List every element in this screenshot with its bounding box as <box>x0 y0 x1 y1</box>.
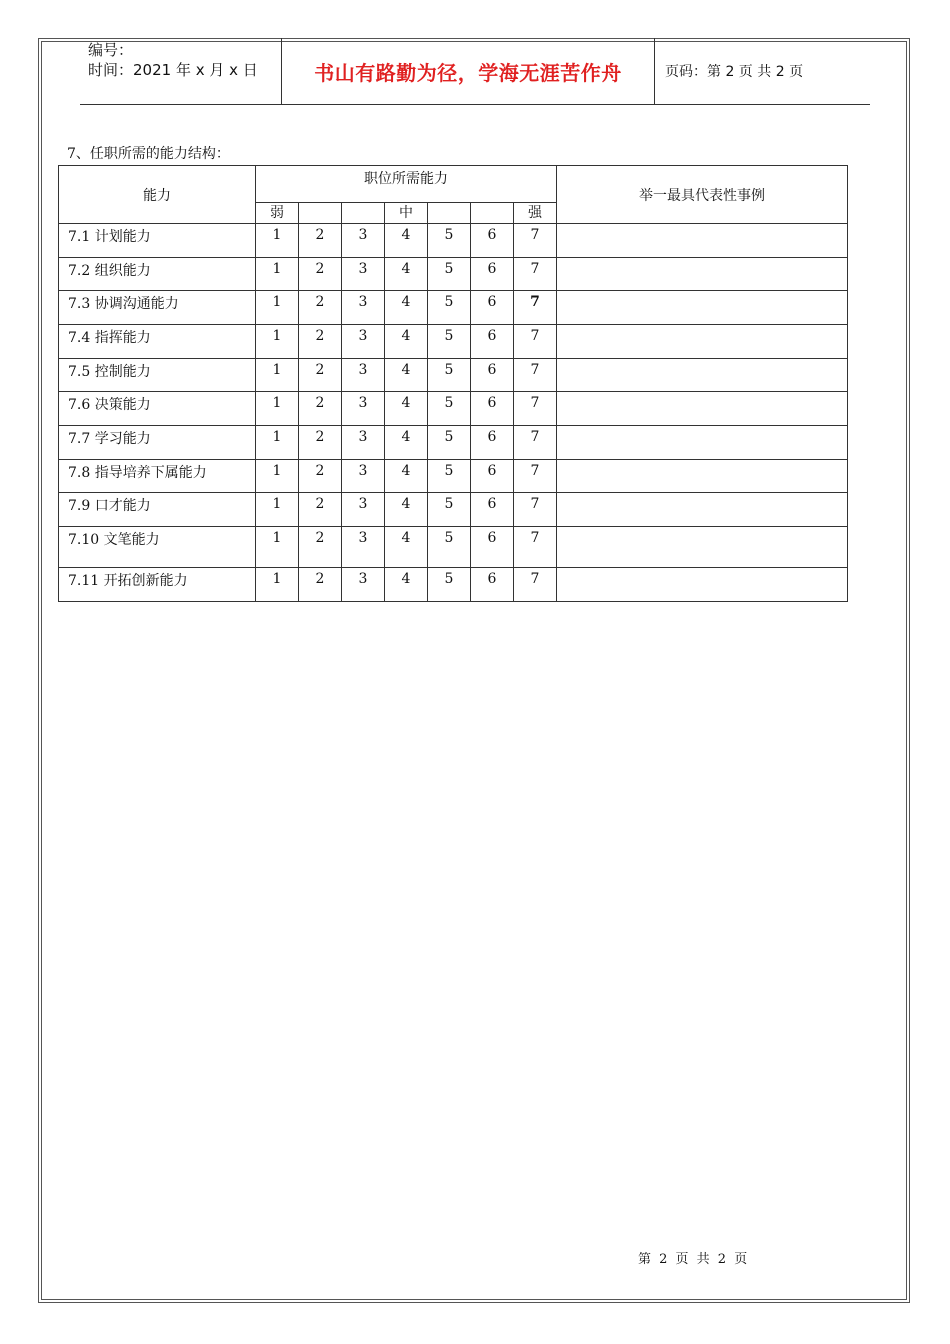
rating-cell[interactable]: 4 <box>385 392 428 426</box>
rating-cell[interactable]: 2 <box>299 359 342 392</box>
rating-cell[interactable]: 7 <box>514 325 557 359</box>
motto-text: 书山有路勤为径，学海无涯苦作舟 <box>314 60 622 85</box>
ability-name: 7.4 指挥能力 <box>59 325 256 359</box>
rating-cell[interactable]: 2 <box>299 325 342 359</box>
rating-cell[interactable]: 5 <box>428 258 471 291</box>
rating-cell[interactable]: 7 <box>514 568 557 602</box>
rating-cell[interactable]: 2 <box>299 426 342 460</box>
example-cell[interactable] <box>557 568 848 602</box>
rating-cell[interactable]: 2 <box>299 392 342 426</box>
table-row <box>59 291 848 325</box>
rating-cell[interactable]: 5 <box>428 325 471 359</box>
rating-cell[interactable]: 7 <box>514 359 557 392</box>
scale-label <box>299 203 342 224</box>
rating-cell[interactable]: 1 <box>256 224 299 258</box>
page-footer: 第 2 页 共 2 页 <box>638 1252 750 1267</box>
scale-label: 弱 <box>256 203 299 224</box>
table-row <box>59 426 848 460</box>
rating-cell[interactable]: 2 <box>299 527 342 568</box>
rating-cell[interactable]: 1 <box>256 359 299 392</box>
rating-cell[interactable]: 1 <box>256 392 299 426</box>
rating-cell[interactable]: 5 <box>428 426 471 460</box>
rating-cell[interactable]: 2 <box>299 460 342 493</box>
table-row <box>59 258 848 291</box>
example-cell[interactable] <box>557 460 848 493</box>
rating-cell[interactable]: 1 <box>256 258 299 291</box>
rating-cell[interactable]: 6 <box>471 224 514 258</box>
rating-cell[interactable]: 4 <box>385 224 428 258</box>
rating-cell[interactable]: 7 <box>514 258 557 291</box>
time-label: 时间：2021 年 x 月 x 日 <box>88 61 258 79</box>
rating-cell[interactable]: 6 <box>471 493 514 527</box>
rating-cell[interactable]: 5 <box>428 568 471 602</box>
example-cell[interactable] <box>557 493 848 527</box>
rating-cell[interactable]: 7 <box>514 527 557 568</box>
rating-cell[interactable]: 3 <box>342 392 385 426</box>
header-example: 举一最具代表性事例 <box>557 166 848 224</box>
scale-label <box>428 203 471 224</box>
scale-label: 强 <box>514 203 557 224</box>
rating-cell[interactable]: 2 <box>299 224 342 258</box>
ability-name: 7.9 口才能力 <box>59 493 256 527</box>
number-label: 编号： <box>88 41 134 59</box>
rating-cell[interactable]: 3 <box>342 568 385 602</box>
header-meta <box>80 38 281 104</box>
header-ability: 能力 <box>59 166 256 224</box>
rating-cell[interactable]: 6 <box>471 359 514 392</box>
rating-cell[interactable]: 6 <box>471 392 514 426</box>
ability-name: 7.7 学习能力 <box>59 426 256 460</box>
rating-cell[interactable]: 6 <box>471 568 514 602</box>
table-row <box>59 392 848 426</box>
rating-cell[interactable]: 4 <box>385 291 428 325</box>
scale-label: 中 <box>385 203 428 224</box>
rating-cell[interactable]: 6 <box>471 426 514 460</box>
table-row <box>59 359 848 392</box>
rating-cell[interactable]: 2 <box>299 568 342 602</box>
rating-cell[interactable]: 1 <box>256 568 299 602</box>
ability-table <box>58 165 848 602</box>
ability-name: 7.1 计划能力 <box>59 224 256 258</box>
rating-cell[interactable]: 3 <box>342 426 385 460</box>
rating-cell[interactable]: 1 <box>256 527 299 568</box>
rating-cell[interactable]: 7 <box>514 493 557 527</box>
rating-cell[interactable]: 1 <box>256 460 299 493</box>
scale-label <box>342 203 385 224</box>
rating-cell[interactable]: 5 <box>428 493 471 527</box>
ability-name: 7.8 指导培养下属能力 <box>59 460 256 493</box>
rating-cell[interactable]: 3 <box>342 224 385 258</box>
rating-cell[interactable]: 7 <box>514 460 557 493</box>
rating-cell[interactable]: 5 <box>428 291 471 325</box>
page-info-text: 页码：第 2 页 共 2 页 <box>665 64 804 80</box>
rating-cell[interactable]: 6 <box>471 527 514 568</box>
header-motto-cell <box>281 38 655 104</box>
table-row <box>59 527 848 568</box>
rating-cell[interactable]: 6 <box>471 325 514 359</box>
rating-cell[interactable]: 4 <box>385 258 428 291</box>
rating-cell[interactable]: 3 <box>342 460 385 493</box>
rating-cell[interactable]: 5 <box>428 224 471 258</box>
rating-cell[interactable]: 1 <box>256 493 299 527</box>
rating-cell[interactable]: 1 <box>256 325 299 359</box>
table-row <box>59 460 848 493</box>
table-row <box>59 568 848 602</box>
rating-cell[interactable]: 7 <box>514 291 557 325</box>
example-cell[interactable] <box>557 426 848 460</box>
rating-cell[interactable]: 6 <box>471 291 514 325</box>
example-cell[interactable] <box>557 359 848 392</box>
table-row <box>59 325 848 359</box>
rating-cell[interactable]: 3 <box>342 359 385 392</box>
rating-cell[interactable]: 5 <box>428 359 471 392</box>
header-required-ability: 职位所需能力 <box>256 166 557 203</box>
section-title: 7、任职所需的能力结构： <box>67 146 230 162</box>
rating-cell[interactable]: 1 <box>256 291 299 325</box>
rating-cell[interactable]: 4 <box>385 359 428 392</box>
rating-cell[interactable]: 5 <box>428 460 471 493</box>
rating-cell[interactable]: 2 <box>299 291 342 325</box>
example-cell[interactable] <box>557 258 848 291</box>
rating-cell[interactable]: 3 <box>342 493 385 527</box>
rating-cell[interactable]: 3 <box>342 325 385 359</box>
document-header <box>80 38 870 105</box>
rating-cell[interactable]: 7 <box>514 224 557 258</box>
example-cell[interactable] <box>557 291 848 325</box>
rating-cell[interactable]: 6 <box>471 258 514 291</box>
rating-cell[interactable]: 2 <box>299 258 342 291</box>
rating-cell[interactable]: 3 <box>342 291 385 325</box>
rating-cell[interactable]: 1 <box>256 426 299 460</box>
rating-cell[interactable]: 5 <box>428 392 471 426</box>
rating-cell[interactable]: 5 <box>428 527 471 568</box>
table-row <box>59 224 848 258</box>
ability-name: 7.3 协调沟通能力 <box>59 291 256 325</box>
scale-label <box>471 203 514 224</box>
header-page-info <box>655 38 870 104</box>
rating-cell[interactable]: 4 <box>385 460 428 493</box>
rating-cell[interactable]: 4 <box>385 493 428 527</box>
ability-name: 7.5 控制能力 <box>59 359 256 392</box>
ability-name: 7.10 文笔能力 <box>59 527 256 568</box>
rating-cell[interactable]: 3 <box>342 527 385 568</box>
ability-name: 7.6 决策能力 <box>59 392 256 426</box>
ability-name: 7.11 开拓创新能力 <box>59 568 256 602</box>
rating-cell[interactable]: 4 <box>385 568 428 602</box>
example-cell[interactable] <box>557 392 848 426</box>
rating-cell[interactable]: 6 <box>471 460 514 493</box>
rating-cell[interactable]: 4 <box>385 325 428 359</box>
rating-cell[interactable]: 2 <box>299 493 342 527</box>
example-cell[interactable] <box>557 224 848 258</box>
rating-cell[interactable]: 4 <box>385 426 428 460</box>
table-row <box>59 493 848 527</box>
example-cell[interactable] <box>557 325 848 359</box>
rating-cell[interactable]: 7 <box>514 392 557 426</box>
example-cell[interactable] <box>557 527 848 568</box>
ability-name: 7.2 组织能力 <box>59 258 256 291</box>
rating-cell[interactable]: 4 <box>385 527 428 568</box>
rating-cell[interactable]: 3 <box>342 258 385 291</box>
rating-cell[interactable]: 7 <box>514 426 557 460</box>
